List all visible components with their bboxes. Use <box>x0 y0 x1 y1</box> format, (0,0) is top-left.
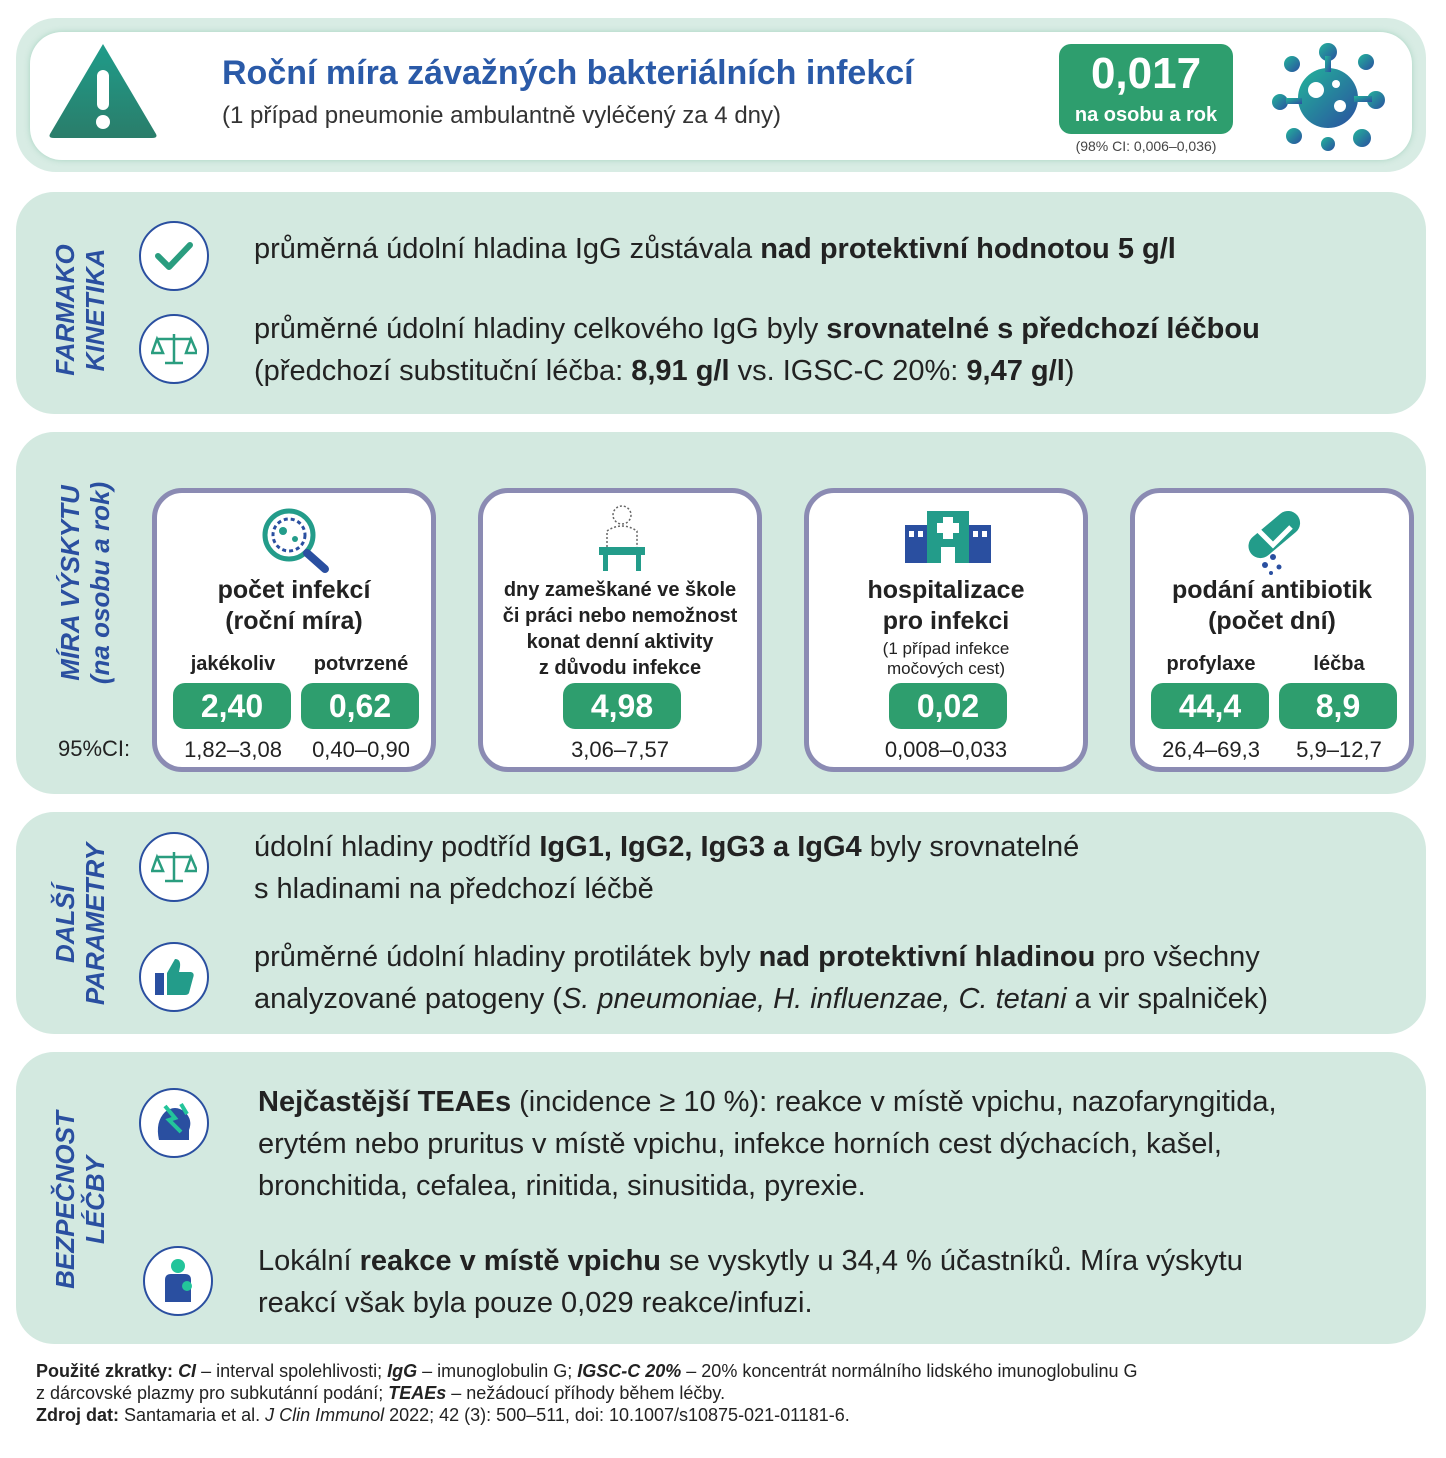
pk-item2-bold2: 8,91 g/l <box>631 355 730 387</box>
safety-label-line1: BEZPEČNOST <box>50 1111 80 1289</box>
footer-ci-abbr: CI <box>178 1361 197 1381</box>
incidence-label <box>55 433 125 733</box>
card-antibiotics-ci2: 5,9–12,7 <box>1296 737 1382 762</box>
safety-item2-bold: reakce v místě vpichu <box>359 1245 662 1277</box>
warning-icon <box>46 40 160 140</box>
incidence-label-line1: MÍRA VÝSKYTU <box>55 485 85 681</box>
bacteria-icon <box>1270 40 1386 152</box>
safety-item1-text1: (incidence ≥ 10 %): reakce v místě vpichu, nazofaryngitida, <box>511 1086 1277 1118</box>
footer-source-authors: Santamaria et al. <box>119 1405 266 1425</box>
card-infections-ci2: 0,40–0,90 <box>312 737 410 762</box>
footer-line1 <box>36 1360 1138 1382</box>
card-antibiotics <box>1130 488 1414 772</box>
microscope-lens-icon <box>261 507 331 573</box>
footer-igsc-text: – 20% koncentrát normálního lidského imunoglobulinu G <box>681 1361 1138 1381</box>
headache-icon <box>139 1088 209 1158</box>
safety-item1-bold: Nejčastější TEAEs <box>258 1086 512 1118</box>
safety-item1-line3: bronchitida, cefalea, rinitida, sinusitida, pyrexie. <box>258 1170 866 1202</box>
other-item2-bold: nad protektivní hladinou <box>758 941 1096 973</box>
ci-label: 95%CI: <box>58 736 131 761</box>
footer-abbreviations <box>36 1360 1138 1426</box>
pk-item2-text2: (předchozí substituční léčba: <box>254 355 632 387</box>
card-antibiotics-value2: 8,9 <box>1279 683 1397 729</box>
pk-item2 <box>254 308 1260 392</box>
safety-item2-line2: reakcí však byla pouze 0,029 reakce/infuzi. <box>258 1287 813 1319</box>
other-parameters-label <box>50 834 110 1014</box>
checkmark-icon <box>139 221 209 291</box>
safety-item2-text1: Lokální <box>258 1245 360 1277</box>
footer-line2-text: z dárcovské plazmy pro subkutánní podání; <box>36 1383 389 1403</box>
footer-teae-abbr: TEAEs <box>388 1383 447 1403</box>
card-infections-sub1: jakékoliv <box>190 653 276 675</box>
header-subtitle: (1 případ pneumonie ambulantně vyléčený za 4 dny) <box>222 102 782 129</box>
pk-item1-bold: nad protektivní hodnotou 5 g/l <box>760 233 1176 265</box>
card-hospitalization <box>804 488 1088 772</box>
footer-igsc-abbr: IGSC-C 20% <box>577 1361 682 1381</box>
card-infections-value2: 0,62 <box>301 683 419 729</box>
safety-label <box>50 1090 110 1310</box>
card-antibiotics-sub2: léčba <box>1313 653 1365 675</box>
card-infections-ci1: 1,82–3,08 <box>184 737 282 762</box>
hospital-icon <box>905 511 991 563</box>
other-label-line2: PARAMETRY <box>80 842 110 1006</box>
safety-item1-line2: erytém nebo pruritus v místě vpichu, infekce horních cest dýchacích, kašel, <box>258 1128 1222 1160</box>
card-infections-title: počet infekcí (roční míra) <box>217 576 371 635</box>
footer-ci-text: – interval spolehlivosti; <box>196 1361 388 1381</box>
card-antibiotics-ci1: 26,4–69,3 <box>1162 737 1260 762</box>
pk-label-line2: KINETIKA <box>80 248 110 372</box>
card-hospitalization-ci: 0,008–0,033 <box>884 737 1008 762</box>
card-antibiotics-title: podání antibiotik (počet dní) <box>1172 576 1372 635</box>
other-item2-line1 <box>254 936 1268 978</box>
other-item1-line2: s hladinami na předchozí léčbě <box>254 873 654 905</box>
pills-icon <box>1233 505 1313 575</box>
card-infections <box>152 488 436 772</box>
other-item1-text1: údolní hladiny podtříd <box>254 831 540 863</box>
card-hospitalization-title: hospitalizace pro infekci <box>867 576 1025 635</box>
pk-item2-line1 <box>254 308 1260 350</box>
other-item2-line2 <box>254 978 1268 1020</box>
footer-line2 <box>36 1382 1138 1404</box>
annual-rate-badge <box>1059 44 1233 134</box>
footer-igg-text: – imunoglobulin G; <box>417 1361 578 1381</box>
pk-item2-text1: průměrné údolní hladiny celkového IgG byly <box>254 313 827 345</box>
card-infections-sub2: potvrzené <box>313 653 409 675</box>
footer-abbr-label: Použité zkratky: <box>36 1361 174 1381</box>
footer-source-label: Zdroj dat: <box>36 1405 119 1425</box>
other-item2-text3: analyzované patogeny ( <box>254 983 562 1015</box>
pk-item2-text4: ) <box>1064 355 1075 387</box>
card-missed-days-value: 4,98 <box>563 683 681 729</box>
footer-source <box>36 1404 1138 1426</box>
pk-item2-bold1: srovnatelné s předchozí léčbou <box>826 313 1260 345</box>
footer-igg-abbr: IgG <box>387 1361 418 1381</box>
other-item1 <box>254 826 1079 910</box>
pk-item1 <box>254 228 1176 270</box>
safety-item2-line1 <box>258 1240 1243 1282</box>
card-missed-days-title: dny zameškané ve škole či práci nebo nemožnost konat denní aktivity z důvodu infekce <box>502 579 738 679</box>
other-item2-text4: a vir spalniček) <box>1066 983 1269 1015</box>
safety-label-line2: LÉČBY <box>80 1155 110 1245</box>
card-infections-value1: 2,40 <box>173 683 291 729</box>
header-title: Roční míra závažných bakteriálních infekcí <box>222 54 914 92</box>
person-injection-icon <box>143 1246 213 1316</box>
card-antibiotics-sub1: profylaxe <box>1166 653 1256 675</box>
thumbs-up-icon <box>139 942 209 1012</box>
card-antibiotics-value1: 44,4 <box>1151 683 1269 729</box>
card-missed-days <box>478 488 762 772</box>
pk-item2-text3: vs. IGSC-C 20%: <box>729 355 967 387</box>
annual-rate-value: 0,017 <box>1090 49 1202 98</box>
annual-rate-ci: (98% CI: 0,006–0,036) <box>1075 138 1217 154</box>
empty-desk-icon <box>597 503 647 573</box>
other-item2-pathogens: S. pneumoniae, H. influenzae, C. tetani <box>561 983 1067 1015</box>
other-item1-line1 <box>254 826 1079 868</box>
other-item2-text2: pro všechny <box>1095 941 1260 973</box>
pharmacokinetics-label <box>50 210 110 410</box>
pk-label-line1: FARMAKO <box>50 244 80 376</box>
pk-item1-text: průměrná údolní hladina IgG zůstávala <box>254 233 761 265</box>
pk-item2-bold3: 9,47 g/l <box>966 355 1065 387</box>
card-missed-days-ci: 3,06–7,57 <box>571 737 669 762</box>
other-label-line1: DALŠÍ <box>50 885 80 963</box>
pk-item2-line2 <box>254 350 1260 392</box>
annual-rate-unit: na osobu a rok <box>1074 104 1218 126</box>
safety-item1 <box>258 1081 1277 1207</box>
safety-item1-line1 <box>258 1081 1277 1123</box>
scales-icon <box>139 314 209 384</box>
safety-item2 <box>258 1240 1243 1324</box>
other-item2 <box>254 936 1268 1020</box>
card-hospitalization-value: 0,02 <box>889 683 1007 729</box>
safety-item2-text2: se vyskytly u 34,4 % účastníků. Míra výskytu <box>661 1245 1243 1277</box>
other-item1-text2: byly srovnatelné <box>861 831 1080 863</box>
other-item2-text1: průměrné údolní hladiny protilátek byly <box>254 941 759 973</box>
incidence-label-line2: (na osobu a rok) <box>85 481 115 685</box>
footer-source-details: 2022; 42 (3): 500–511, doi: 10.1007/s10875-021-01181-6. <box>384 1405 850 1425</box>
footer-source-journal: J Clin Immunol <box>265 1405 385 1425</box>
card-hospitalization-note: (1 případ infekce močových cest) <box>882 639 1010 678</box>
footer-teae-text: – nežádoucí příhody během léčby. <box>446 1383 726 1403</box>
other-item1-bold: IgG1, IgG2, IgG3 a IgG4 <box>539 831 862 863</box>
scales-icon <box>139 832 209 902</box>
